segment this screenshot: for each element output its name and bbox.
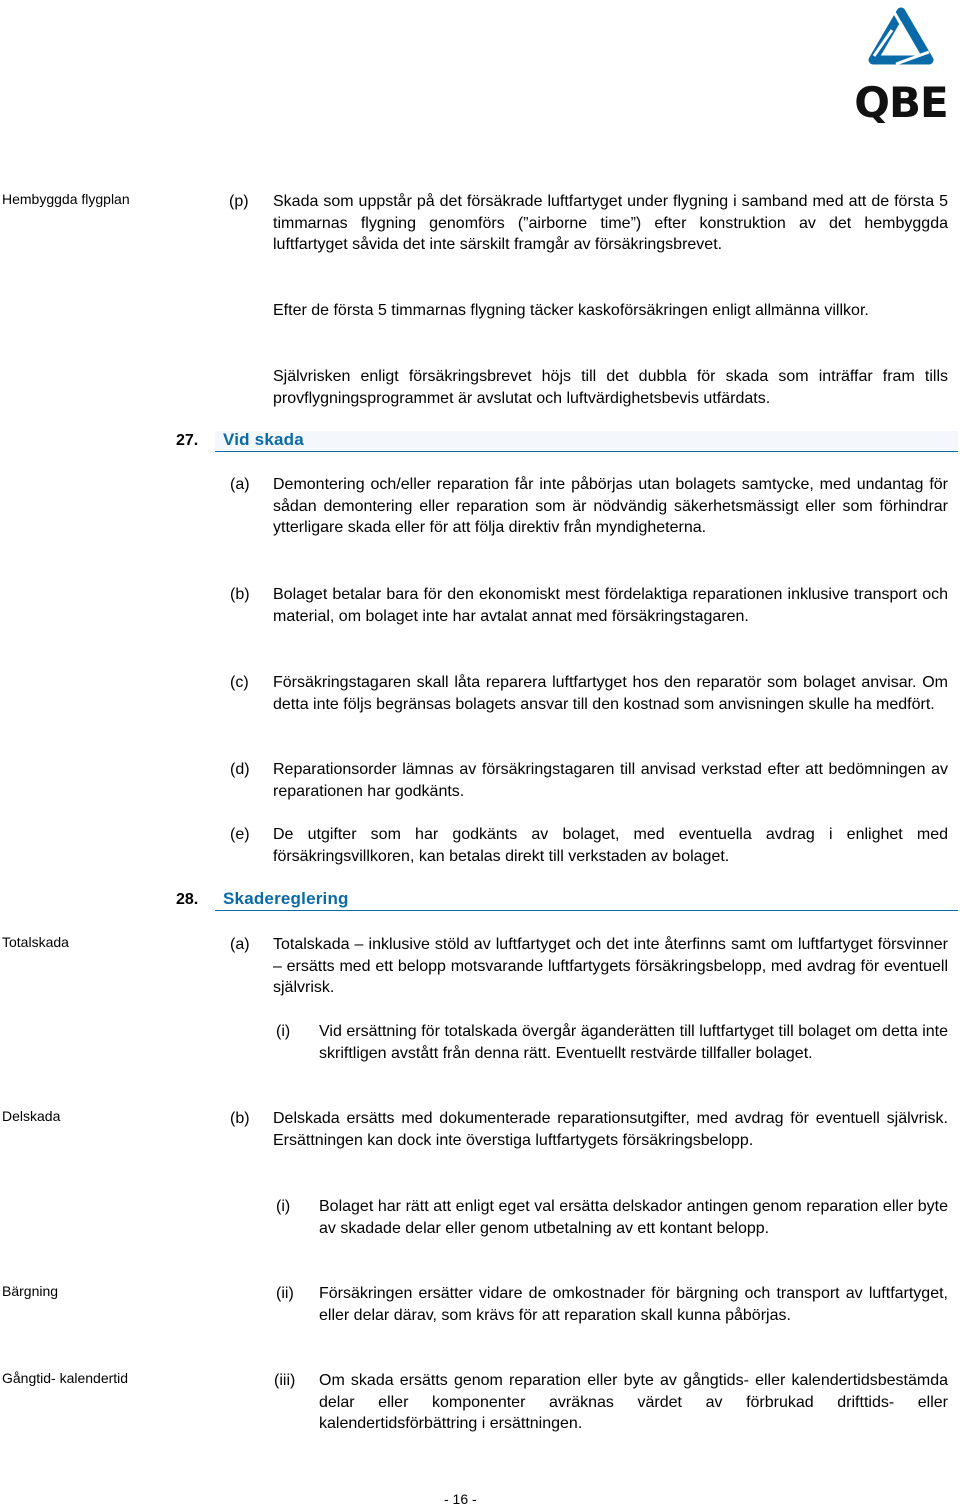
list-item: Reparationsorder lämnas av försäkringstagaren till anvisad verkstad efter att bedömningen av reparationen har godkänts.: [273, 761, 948, 800]
logo-wordmark: QBE: [854, 78, 948, 127]
item-marker: (e): [230, 826, 250, 843]
item-marker: (b): [230, 1110, 250, 1127]
sub-item-marker: (i): [276, 1198, 291, 1215]
qbe-logo: [846, 0, 956, 136]
list-item: Försäkringstagaren skall låta reparera luftfartyget hos den reparatör som bolaget anvisar. Om detta inte följs begränsas bolagets ansvar till den kostnad som anvisningen skulle ha medfört.: [273, 674, 948, 713]
sub-list-item: Vid ersättning för totalskada övergår äganderätten till luftfartyget till bolaget om detta inte skriftligen avstått från denna rätt. Eventuellt restvärde tillfaller bolaget.: [319, 1023, 948, 1062]
sub-list-item: Försäkringen ersätter vidare de omkostnader för bärgning och transport av luftfartyget, eller delar därav, som krävs för att reparation skall kunna påbörjas.: [319, 1285, 948, 1324]
item-marker: (d): [230, 761, 250, 778]
sub-list-item: Om skada ersätts genom reparation eller byte av gångtids- eller kalendertidsbestämda delar eller komponenter avräknas värdet av förbrukad drifttids- eller kalendertidsförbättring i ersättningen.: [319, 1372, 948, 1432]
list-item: Bolaget betalar bara för den ekonomiskt mest fördelaktiga reparationen inklusive transport och material, om bolaget inte har avtalat annat med försäkringstagaren.: [273, 586, 948, 625]
section-number: 27.: [176, 432, 199, 449]
section-heading: [215, 890, 958, 911]
item-marker: (c): [230, 674, 249, 691]
sub-list-item: Bolaget har rätt att enligt eget val ersätta delskador antingen genom reparation eller byte av skadade delar eller genom utbetalning av ett kontant belopp.: [319, 1198, 948, 1237]
item-marker: (a): [230, 476, 250, 493]
side-label-hembyggda: Hembyggda flygplan: [2, 191, 130, 207]
side-label-bargning: Bärgning: [2, 1283, 59, 1299]
paragraph: Efter de första 5 timmarnas flygning täcker kaskoförsäkringen enligt allmänna villkor.: [273, 302, 869, 319]
sub-item-marker: (iii): [274, 1372, 296, 1389]
section-title: Skadereglering: [223, 889, 349, 908]
side-label-delskada: Delskada: [2, 1108, 61, 1124]
section-heading: [215, 431, 958, 452]
list-item: Demontering och/eller reparation får inte påbörjas utan bolagets samtycke, med undantag för sådan demontering eller reparation som är nödvändig säkerhetsmässigt eller som förhindrar ytterligare skada eller för att följa direktiv från myndigheterna.: [273, 476, 948, 536]
paragraph: Självrisken enligt försäkringsbrevet höjs till det dubbla för skada som inträffar fram tills provflygningsprogrammet är avslutat och luftvärdighetsbevis utfärdats.: [273, 368, 948, 407]
page-number: - 16 -: [444, 1491, 477, 1507]
item-marker: (p): [229, 193, 249, 210]
paragraph: Skada som uppstår på det försäkrade luftfartyget under flygning i samband med att de första 5 timmarnas flygning genomförs (”airborne time”) efter konstruktion av det hembyggda luftfartyget såvida det inte särskilt framgår av försäkringsbrevet.: [273, 193, 948, 253]
list-item: Totalskada – inklusive stöld av luftfartyget och det inte återfinns samt om luftfartyget försvinner – ersätts med ett belopp motsvarande luftfartygets försäkringsbelopp, med avdrag för eventuell självrisk.: [273, 936, 948, 996]
section-number: 28.: [176, 891, 199, 908]
qbe-emblem-icon: [866, 6, 936, 74]
side-label-gangtid: Gångtid- kalendertid: [2, 1370, 129, 1386]
list-item: Delskada ersätts med dokumenterade reparationsutgifter, med avdrag för eventuell självrisk. Ersättningen kan dock inte överstiga luftfartygets försäkringsbelopp.: [273, 1110, 948, 1149]
list-item: De utgifter som har godkänts av bolaget, med eventuella avdrag i enlighet med försäkringsvillkoren, kan betalas direkt till verkstaden av bolaget.: [273, 826, 948, 865]
sub-item-marker: (i): [276, 1023, 291, 1040]
item-marker: (b): [230, 586, 250, 603]
sub-item-marker: (ii): [276, 1285, 294, 1302]
side-label-totalskada: Totalskada: [2, 934, 69, 950]
section-title: Vid skada: [223, 430, 304, 449]
item-marker: (a): [230, 936, 250, 953]
